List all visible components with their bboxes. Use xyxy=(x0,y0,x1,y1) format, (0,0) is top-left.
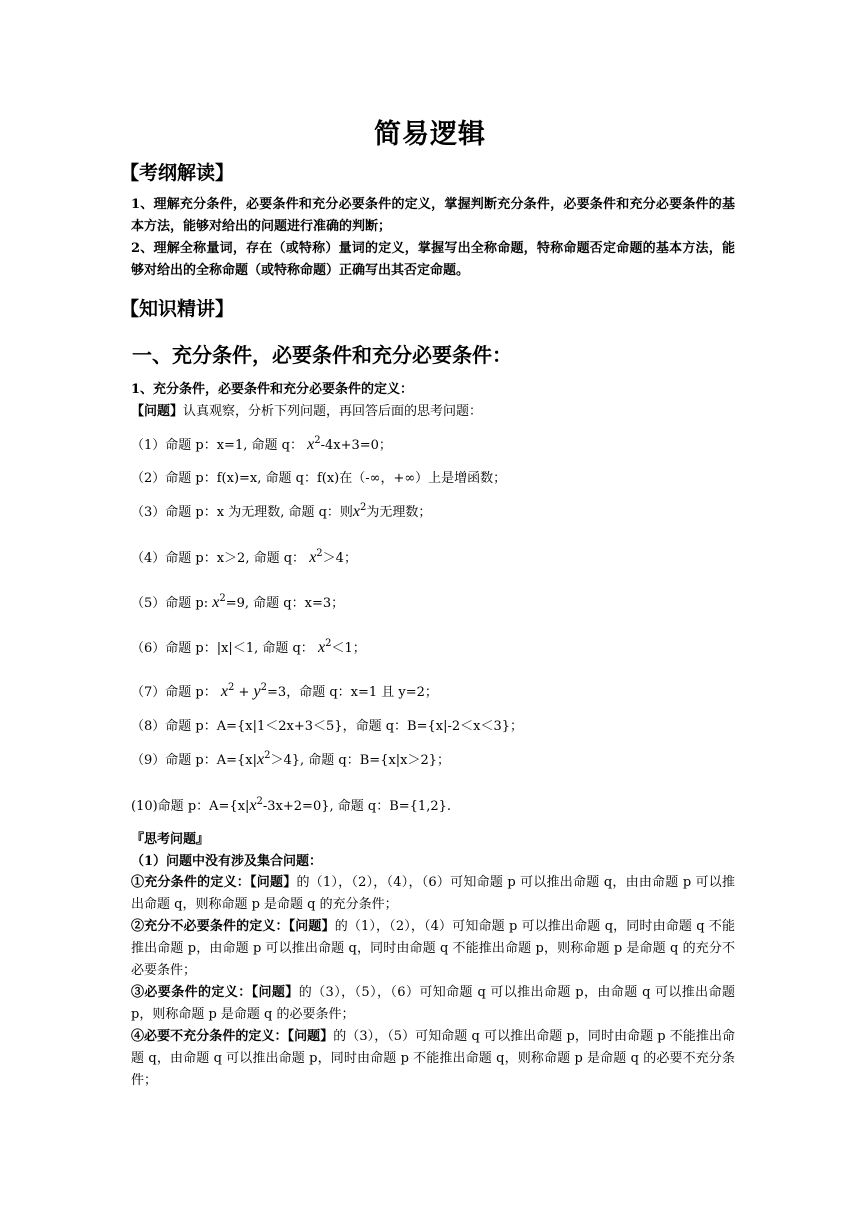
definition-3-text: 的（3），（5），（6）可知命题 q 可以推出命题 p，由命题 q 可以推出命题 p，则称命题 p 是命题 q 的必要条件； xyxy=(131,985,735,1022)
item-3 xyxy=(131,501,741,521)
item-1-var: x xyxy=(307,436,315,453)
item-9-text: （9）命题 p：A={x| xyxy=(131,753,257,768)
item-4-exp: 2 xyxy=(316,548,323,559)
section-exam-heading: 【考纲解读】 xyxy=(120,162,235,184)
definition-3 xyxy=(131,982,735,1026)
item-6-var: x xyxy=(317,639,326,656)
definition-2-label: ②充分不必要条件的定义：【问题】 xyxy=(131,919,335,934)
think-title: 『思考问题』 xyxy=(131,832,210,847)
exam-point-1: 1、理解充分条件，必要条件和充分必要条件的定义，掌握判断充分条件，必要条件和充分必要条件的基本方法，能够对给出的问题进行准确的判断； xyxy=(131,197,735,234)
definition-4-text: 的（3），（5）可知命题 q 可以推出命题 p，同时由命题 p 不能推出命题 q，由命题 q 可以推出命题 p，同时由命题 p 不能推出命题 q，则称命题 p 是命题 q 的必要不充分条件； xyxy=(131,1029,735,1088)
definition-4-label: ④必要不充分条件的定义：【问题】 xyxy=(131,1029,334,1044)
item-5 xyxy=(131,592,741,612)
item-4-text: （4）命题 p：x＞2, 命题 q： xyxy=(131,551,306,566)
item-2 xyxy=(131,467,741,486)
heading-sufficient-necessary: 一、充分条件，必要条件和充分必要条件： xyxy=(132,343,512,367)
definition-2 xyxy=(131,916,735,982)
definition-3-label: ③必要条件的定义：【问题】 xyxy=(131,985,299,1000)
item-10-rest: -3x+2=0}, 命题 q：B={1,2}. xyxy=(262,799,451,814)
item-6-exp: 2 xyxy=(325,638,332,649)
item-5-rest: =9, 命题 q：x=3； xyxy=(225,596,345,611)
item-8-text: （8）命题 p：A={x|1＜2x+3＜5}，命题 q：B={x|-2＜x＜3}； xyxy=(131,719,523,734)
item-6-rest: ＜1； xyxy=(331,641,366,656)
item-6-text: （6）命题 p：|x|＜1, 命题 q： xyxy=(131,641,314,656)
item-7 xyxy=(131,681,741,701)
subheading-definitions: 1、充分条件，必要条件和充分必要条件的定义： xyxy=(131,382,414,397)
item-7-var-y: y xyxy=(253,683,261,700)
item-3-text: （3）命题 p：x 为无理数, 命题 q：则 xyxy=(131,505,353,520)
item-4-var: x xyxy=(309,549,317,566)
item-1-text: （1）命题 p：x=1, 命题 q： xyxy=(131,438,303,453)
item-5-text: （5）命题 p: xyxy=(131,596,209,611)
section-knowledge-heading: 【知识精讲】 xyxy=(120,298,235,320)
item-6 xyxy=(131,637,741,657)
item-4-rest: ＞4； xyxy=(322,551,357,566)
definition-1-label: ①充分条件的定义：【问题】 xyxy=(131,875,297,890)
item-7-var-x: x xyxy=(220,683,228,700)
item-3-exp: 2 xyxy=(360,502,367,513)
item-7-exp-y: 2 xyxy=(260,682,268,693)
item-1 xyxy=(131,434,741,454)
item-2-text: （2）命题 p：f(x)=x, 命题 q：f(x)在（-∞，+∞）上是增函数； xyxy=(131,471,507,486)
item-1-exp: 2 xyxy=(314,435,321,446)
item-7-rest: =3，命题 q：x=1 且 y=2； xyxy=(267,685,438,700)
item-8 xyxy=(131,715,741,734)
item-3-rest: 为无理数； xyxy=(366,505,432,520)
definition-2-text: 的（1），（2），（4）可知命题 p 可以推出命题 q，同时由命题 q 不能推出命题 p，由命题 p 可以推出命题 q，同时由命题 q 不能推出命题 p，则称命题 p 是命题 q 的充分不必要条件； xyxy=(131,919,735,978)
item-10-var: x xyxy=(249,797,257,814)
question-intro xyxy=(131,400,741,419)
definition-4 xyxy=(131,1026,735,1092)
think-subtitle: （1）问题中没有涉及集合问题： xyxy=(131,854,323,869)
item-9-var: x xyxy=(257,751,265,768)
item-5-var: x xyxy=(212,594,220,611)
item-10 xyxy=(131,795,741,815)
item-9-rest: ＞4}, 命题 q：B={x|x＞2}； xyxy=(270,753,451,768)
item-9 xyxy=(131,749,741,769)
definition-1 xyxy=(131,872,735,916)
item-5-exp: 2 xyxy=(219,593,226,604)
question-intro-text: 认真观察，分析下列问题，再回答后面的思考问题： xyxy=(183,404,483,419)
item-10-exp: 2 xyxy=(256,796,263,807)
item-9-exp: 2 xyxy=(264,750,271,761)
item-7-plus: + xyxy=(238,685,250,700)
item-10-text: (10)命题 p：A={x| xyxy=(131,799,250,814)
question-tag: 【问题】 xyxy=(131,404,184,419)
item-7-exp-x: 2 xyxy=(227,682,235,693)
item-1-rest: -4x+3=0； xyxy=(320,438,392,453)
item-4 xyxy=(131,547,741,567)
item-7-text: （7）命题 p： xyxy=(131,685,217,700)
definition-1-text: 的（1），（2），（4），（6）可知命题 p 可以推出命题 q，由由命题 p 可以推出命题 q，则称命题 p 是命题 q 的充分条件； xyxy=(131,875,735,912)
page-title: 简易逻辑 xyxy=(374,119,486,150)
item-3-var: x xyxy=(352,503,361,520)
exam-point-2: 2、理解全称量词，存在（或特称）量词的定义，掌握写出全称命题，特称命题否定命题的基本方法，能够对给出的全称命题（或特称命题）正确写出其否定命题。 xyxy=(131,241,735,278)
